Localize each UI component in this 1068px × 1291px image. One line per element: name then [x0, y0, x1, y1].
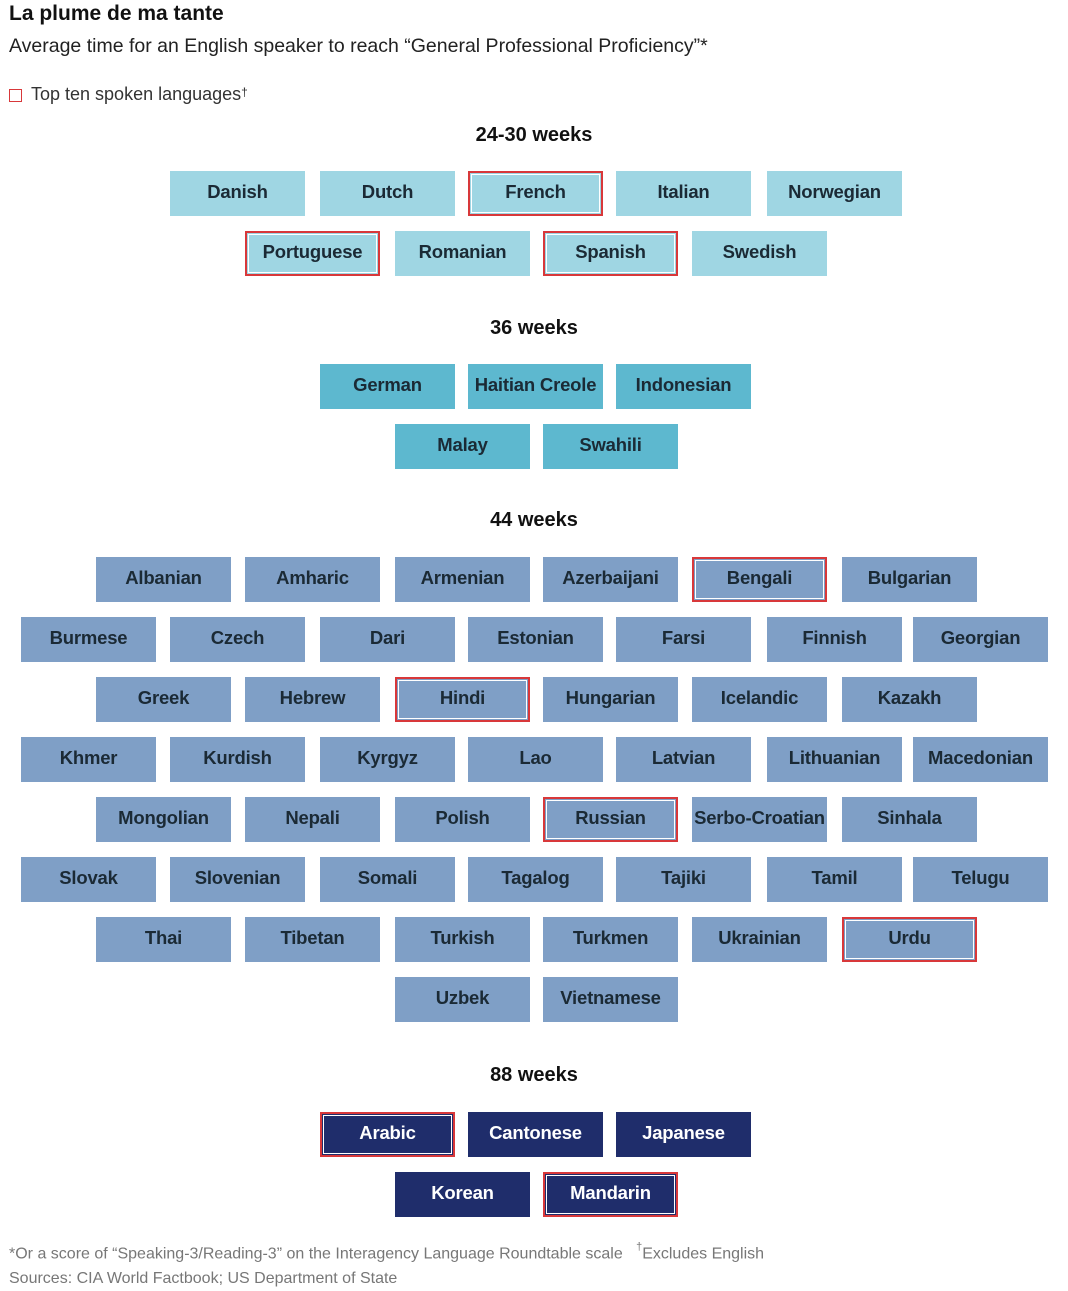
language-tile: Dari — [320, 617, 455, 662]
language-tile: Italian — [616, 171, 751, 216]
language-tile: Indonesian — [616, 364, 751, 409]
language-tile: Finnish — [767, 617, 902, 662]
language-tile: Azerbaijani — [543, 557, 678, 602]
group-title: 36 weeks — [490, 317, 578, 339]
language-tile: Farsi — [616, 617, 751, 662]
language-tile: Dutch — [320, 171, 455, 216]
language-tile: Telugu — [913, 857, 1048, 902]
language-tile: Latvian — [616, 737, 751, 782]
language-tile: Malay — [395, 424, 530, 469]
language-tile: Mandarin — [543, 1172, 678, 1217]
language-tile: Georgian — [913, 617, 1048, 662]
language-tile: Slovenian — [170, 857, 305, 902]
language-tile: Icelandic — [692, 677, 827, 722]
language-tile: Amharic — [245, 557, 380, 602]
chart-subtitle: Average time for an English speaker to reach “General Professional Proficiency”* — [9, 35, 708, 57]
language-tile: Bengali — [692, 557, 827, 602]
language-tile: Urdu — [842, 917, 977, 962]
language-tile: Lithuanian — [767, 737, 902, 782]
language-tile: Romanian — [395, 231, 530, 276]
language-tile: Czech — [170, 617, 305, 662]
language-tile: Estonian — [468, 617, 603, 662]
language-tile: Cantonese — [468, 1112, 603, 1157]
legend — [9, 84, 248, 105]
legend-label: Top ten spoken languages — [31, 84, 242, 104]
language-tile: Slovak — [21, 857, 156, 902]
source-note: Sources: CIA World Factbook; US Department of State — [9, 1270, 398, 1287]
footnote-dagger: † — [636, 1241, 643, 1253]
language-tile: Khmer — [21, 737, 156, 782]
language-tile: Tibetan — [245, 917, 380, 962]
legend-swatch — [9, 89, 22, 102]
language-tile: Mongolian — [96, 797, 231, 842]
group-title: 44 weeks — [490, 509, 578, 531]
legend-dagger: † — [241, 84, 248, 99]
language-tile: Haitian Creole — [468, 364, 603, 409]
language-tile: Tajiki — [616, 857, 751, 902]
language-tile: Danish — [170, 171, 305, 216]
language-tile: Portuguese — [245, 231, 380, 276]
language-tile: Somali — [320, 857, 455, 902]
language-tile: Sinhala — [842, 797, 977, 842]
language-tile: Hindi — [395, 677, 530, 722]
language-tile: Japanese — [616, 1112, 751, 1157]
language-tile: German — [320, 364, 455, 409]
language-tile: Albanian — [96, 557, 231, 602]
language-tile: Ukrainian — [692, 917, 827, 962]
language-tile: Greek — [96, 677, 231, 722]
language-tile: Norwegian — [767, 171, 902, 216]
language-tile: French — [468, 171, 603, 216]
footnote — [9, 1243, 764, 1263]
language-tile: Kyrgyz — [320, 737, 455, 782]
language-tile: Swedish — [692, 231, 827, 276]
language-tile: Spanish — [543, 231, 678, 276]
language-tile: Turkmen — [543, 917, 678, 962]
language-tile: Polish — [395, 797, 530, 842]
language-tile: Tamil — [767, 857, 902, 902]
language-tile: Nepali — [245, 797, 380, 842]
footnote-text: *Or a score of “Speaking-3/Reading-3” on the Interagency Language Roundtable scale — [9, 1245, 623, 1263]
language-tile: Turkish — [395, 917, 530, 962]
language-tile: Kurdish — [170, 737, 305, 782]
language-tile: Russian — [543, 797, 678, 842]
language-tile: Uzbek — [395, 977, 530, 1022]
language-tile: Arabic — [320, 1112, 455, 1157]
language-tile: Kazakh — [842, 677, 977, 722]
language-tile: Vietnamese — [543, 977, 678, 1022]
language-tile: Bulgarian — [842, 557, 977, 602]
language-tile: Burmese — [21, 617, 156, 662]
language-tile: Armenian — [395, 557, 530, 602]
language-tile: Lao — [468, 737, 603, 782]
group-title: 88 weeks — [490, 1064, 578, 1086]
language-tile: Korean — [395, 1172, 530, 1217]
language-tile: Swahili — [543, 424, 678, 469]
language-tile: Tagalog — [468, 857, 603, 902]
language-tile: Macedonian — [913, 737, 1048, 782]
chart-title: La plume de ma tante — [9, 2, 224, 25]
footnote-text-2: Excludes English — [642, 1245, 765, 1263]
language-tile: Hungarian — [543, 677, 678, 722]
language-tile: Thai — [96, 917, 231, 962]
language-tile: Hebrew — [245, 677, 380, 722]
language-tile: Serbo-Croatian — [692, 797, 827, 842]
group-title: 24-30 weeks — [475, 124, 593, 146]
